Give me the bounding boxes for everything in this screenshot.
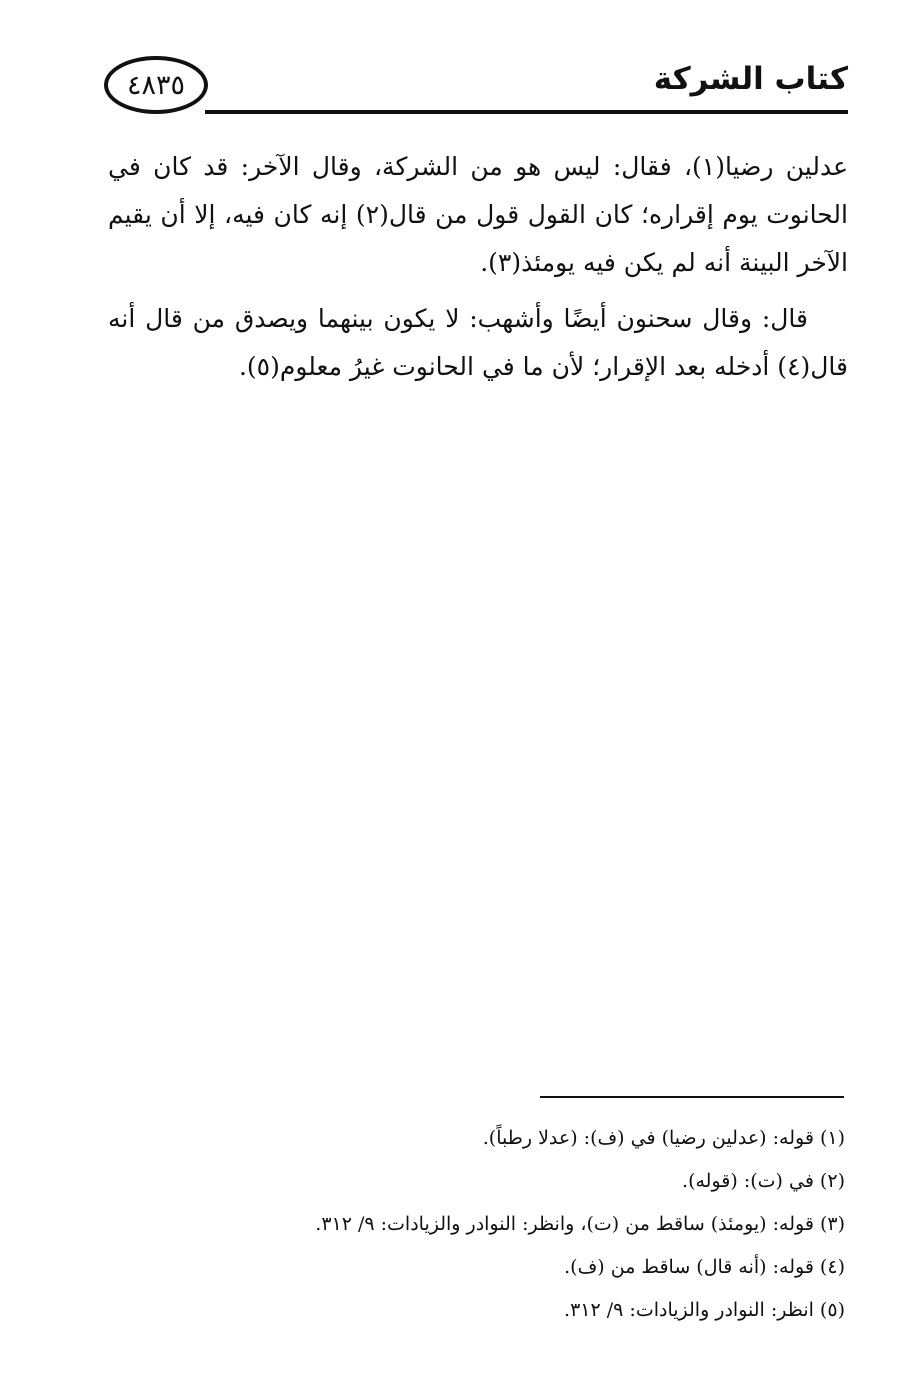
page-number: ٤٨٣٥ [126,69,185,101]
footnotes [108,1117,845,1332]
page-number-badge [104,56,208,114]
footnote-2: (٢) في (ت): (قوله). [682,1170,845,1192]
footnote-separator [540,1096,844,1098]
footnote-3: (٣) قوله: (يومئذ) ساقط من (ت)، وانظر: النوادر والزيادات: ٩/ ٣١٢. [315,1213,845,1235]
footnote-5: (٥) انظر: النوادر والزيادات: ٩/ ٣١٢. [564,1299,845,1321]
header-rule [205,110,848,114]
footnote-1: (١) قوله: (عدلين رضيا) في (ف): (عدلا رطباً). [482,1127,845,1149]
page-header [0,0,920,130]
paragraph-1: عدلين رضيا(١)، فقال: ليس هو من الشركة، وقال الآخر: قد كان في الحانوت يوم إقراره؛ كان القول قول من قال(٢) إنه كان فيه، إلا أن يقيم الآخر البينة أنه لم يكن فيه يومئذ(٣). [108,152,848,277]
book-title: كتاب الشركة [653,61,848,97]
paragraph-2: قال: وقال سحنون أيضًا وأشهب: لا يكون بينهما ويصدق من قال أنه قال(٤) أدخله بعد الإقرار؛ لأن ما في الحانوت غيرُ معلوم(٥). [108,304,848,381]
main-text [108,143,848,399]
footnote-4: (٤) قوله: (أنه قال) ساقط من (ف). [564,1256,845,1278]
